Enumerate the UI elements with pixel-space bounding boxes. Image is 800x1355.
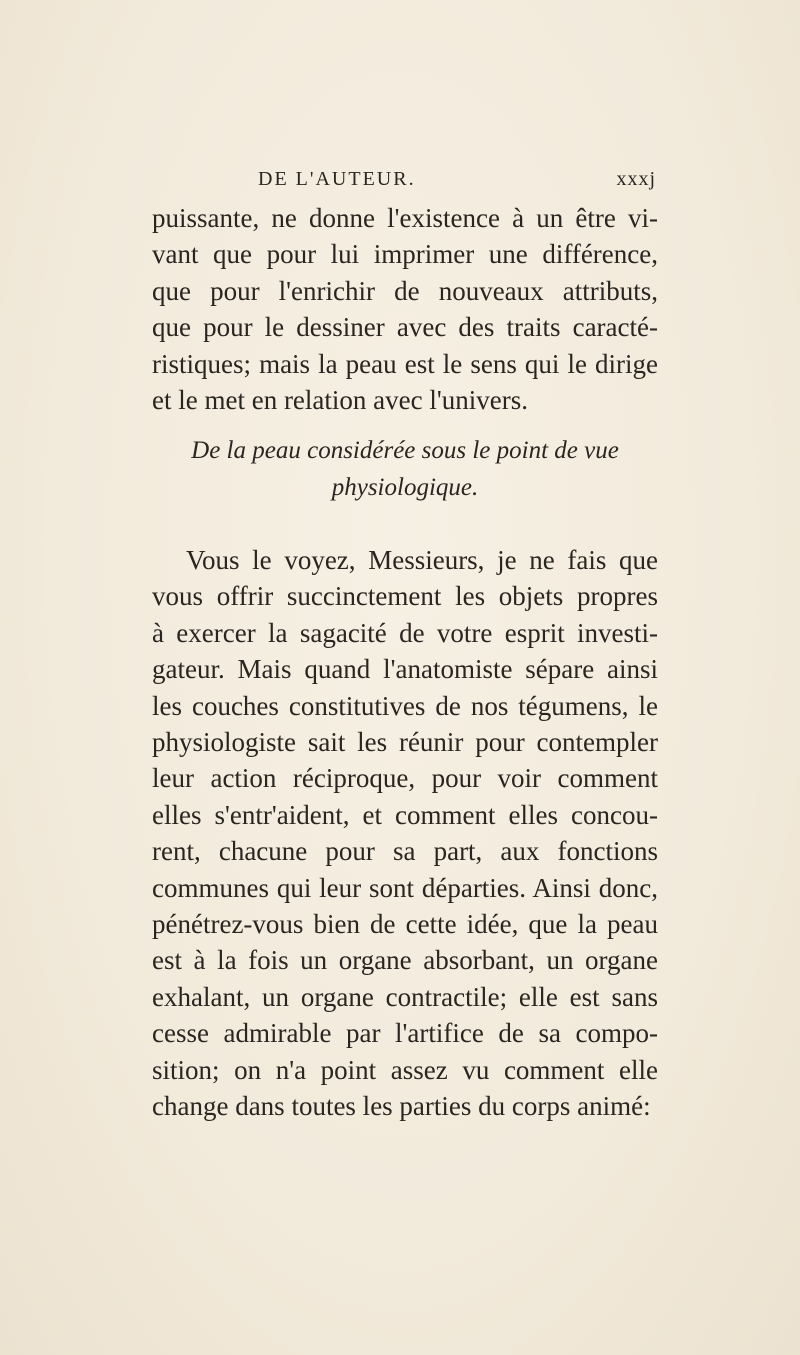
text-line: sition; on n'a point assez vu comment elle xyxy=(152,1054,658,1085)
paragraph-1 xyxy=(152,200,658,418)
text-line: leur action réciproque, pour voir comment xyxy=(152,763,658,794)
text-line: vous offrir succinctement les objets propres xyxy=(152,581,658,612)
text-line: que pour l'enrichir de nouveaux attributs, xyxy=(152,275,658,306)
text-line: physiologiste sait les réunir pour contempler xyxy=(152,727,658,758)
text-line: est à la fois un organe absorbant, un organe xyxy=(152,945,658,976)
text-line: rent, chacune pour sa part, aux fonctions xyxy=(152,836,658,867)
text-line: Vous le voyez, Messieurs, je ne fais que xyxy=(186,545,658,575)
heading-line: physiologique. xyxy=(331,474,479,501)
section-heading xyxy=(150,432,660,506)
text-line: cesse admirable par l'artifice de sa compo- xyxy=(152,1018,658,1049)
text-line: vant que pour lui imprimer une différence, xyxy=(152,239,658,270)
heading-line: De la peau considérée sous le point de vue xyxy=(191,437,619,464)
text-line: les couches constitutives de nos tégumens, le xyxy=(152,690,658,721)
text-line: exhalant, un organe contractile; elle est sans xyxy=(152,981,658,1012)
text-line: à exercer la sagacité de votre esprit investi- xyxy=(152,617,658,648)
running-title: DE L'AUTEUR. xyxy=(258,168,416,190)
text-line: et le met en relation avec l'univers. xyxy=(152,385,528,416)
page-number: xxxj xyxy=(616,168,656,190)
text-line: puissante, ne donne l'existence à un être vi- xyxy=(152,203,658,233)
page-header xyxy=(258,168,656,198)
text-line: change dans toutes les parties du corps animé: xyxy=(152,1091,651,1122)
text-line: communes qui leur sont départies. Ainsi donc, xyxy=(152,872,658,903)
text-line: ristiques; mais la peau est le sens qui le dirige xyxy=(152,348,658,379)
text-line: pénétrez-vous bien de cette idée, que la peau xyxy=(152,909,658,940)
text-line: elles s'entr'aident, et comment elles concou- xyxy=(152,799,658,830)
text-line: gateur. Mais quand l'anatomiste sépare ainsi xyxy=(152,654,658,685)
paragraph-2 xyxy=(152,542,658,1125)
text-line: que pour le dessiner avec des traits caracté- xyxy=(152,312,658,343)
